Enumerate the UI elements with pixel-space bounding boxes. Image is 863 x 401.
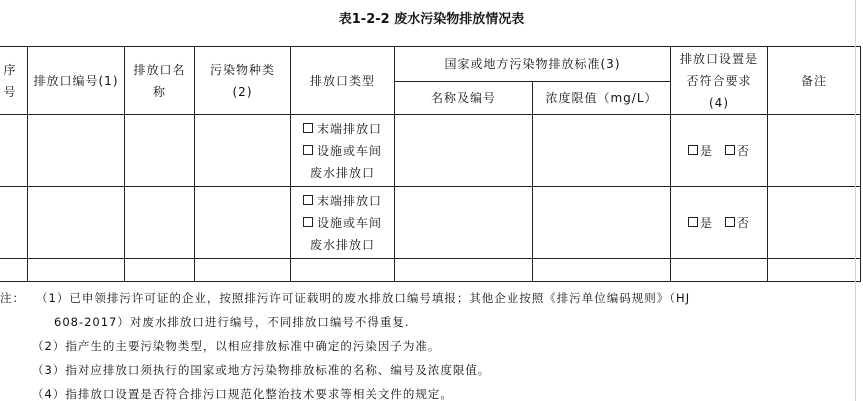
checkbox-end-outlet[interactable]: [303, 123, 313, 133]
header-remarks: 备注: [768, 47, 861, 115]
cell-empty[interactable]: [533, 259, 671, 282]
header-compliance: 排放口设置是 否符合要求 (4): [671, 47, 768, 115]
checkbox-no[interactable]: [725, 217, 735, 227]
checkbox-facility-outlet[interactable]: [303, 217, 313, 227]
cell-outlet-id[interactable]: [28, 187, 125, 259]
header-outlet-name: 排放口名 称: [125, 47, 195, 115]
note-2: （2）指产生的主要污染物类型，以相应排放标准中确定的污染因子为准。: [32, 339, 441, 353]
note-3: （3）指对应排放口须执行的国家或地方污染物排放标准的名称、编号及浓度限值。: [32, 363, 491, 377]
header-pollutant: 污染物种类 (2): [195, 47, 291, 115]
cell-empty[interactable]: [125, 259, 195, 282]
cell-remarks[interactable]: [768, 187, 861, 259]
cell-empty[interactable]: [195, 259, 291, 282]
note-4: （4）指排放口设置是否符合排污口规范化整治技术要求等相关文件的规定。: [32, 387, 453, 401]
cell-standard-limit[interactable]: [533, 187, 671, 259]
cell-seq[interactable]: [0, 187, 28, 259]
cell-outlet-type: 末端排放口 设施或车间 废水排放口: [291, 187, 395, 259]
cell-empty[interactable]: [291, 259, 395, 282]
cell-outlet-type: 末端排放口 设施或车间 废水排放口: [291, 115, 395, 187]
note-1: 注： （1）已申领排污许可证的企业，按照排污许可证载明的废水排放口编号填报；其他企业按照《排污单位编码规则》（HJ: [0, 291, 691, 305]
cell-compliance: 是 否: [671, 115, 768, 187]
cell-standard-limit[interactable]: [533, 115, 671, 187]
cell-pollutant[interactable]: [195, 187, 291, 259]
cell-empty[interactable]: [28, 259, 125, 282]
header-outlet-type: 排放口类型: [291, 47, 395, 115]
cell-outlet-name[interactable]: [125, 115, 195, 187]
cell-standard-name[interactable]: [395, 187, 533, 259]
cell-outlet-name[interactable]: [125, 187, 195, 259]
checkbox-facility-outlet[interactable]: [303, 145, 313, 155]
header-seq: 序 号: [0, 47, 28, 115]
checkbox-no[interactable]: [725, 145, 735, 155]
header-outlet-id: 排放口编号(1): [28, 47, 125, 115]
cell-outlet-id[interactable]: [28, 115, 125, 187]
cell-empty[interactable]: [768, 259, 861, 282]
cell-empty[interactable]: [671, 259, 768, 282]
header-standard: 国家或地方污染物排放标准(3): [395, 47, 671, 82]
cell-empty[interactable]: [395, 259, 533, 282]
note-1-cont: 608-2017）对废水排放口进行编号，不同排放口编号不得重复.: [54, 315, 410, 329]
checkbox-yes[interactable]: [688, 145, 698, 155]
table-notes: [0, 286, 863, 401]
table-row: [0, 115, 861, 187]
checkbox-yes[interactable]: [688, 217, 698, 227]
cell-empty[interactable]: [0, 259, 28, 282]
checkbox-end-outlet[interactable]: [303, 195, 313, 205]
cell-seq[interactable]: [0, 115, 28, 187]
cell-remarks[interactable]: [768, 115, 861, 187]
page-edge-divider: [855, 0, 856, 401]
table-title: 表1-2-2 废水污染物排放情况表: [338, 12, 525, 27]
wastewater-table: [0, 46, 861, 282]
table-row: [0, 187, 861, 259]
cell-compliance: 是 否: [671, 187, 768, 259]
cell-pollutant[interactable]: [195, 115, 291, 187]
table-row-empty: [0, 259, 861, 282]
header-standard-name: 名称及编号: [395, 82, 533, 115]
header-standard-limit: 浓度限值（mg/L）: [533, 82, 671, 115]
cell-standard-name[interactable]: [395, 115, 533, 187]
